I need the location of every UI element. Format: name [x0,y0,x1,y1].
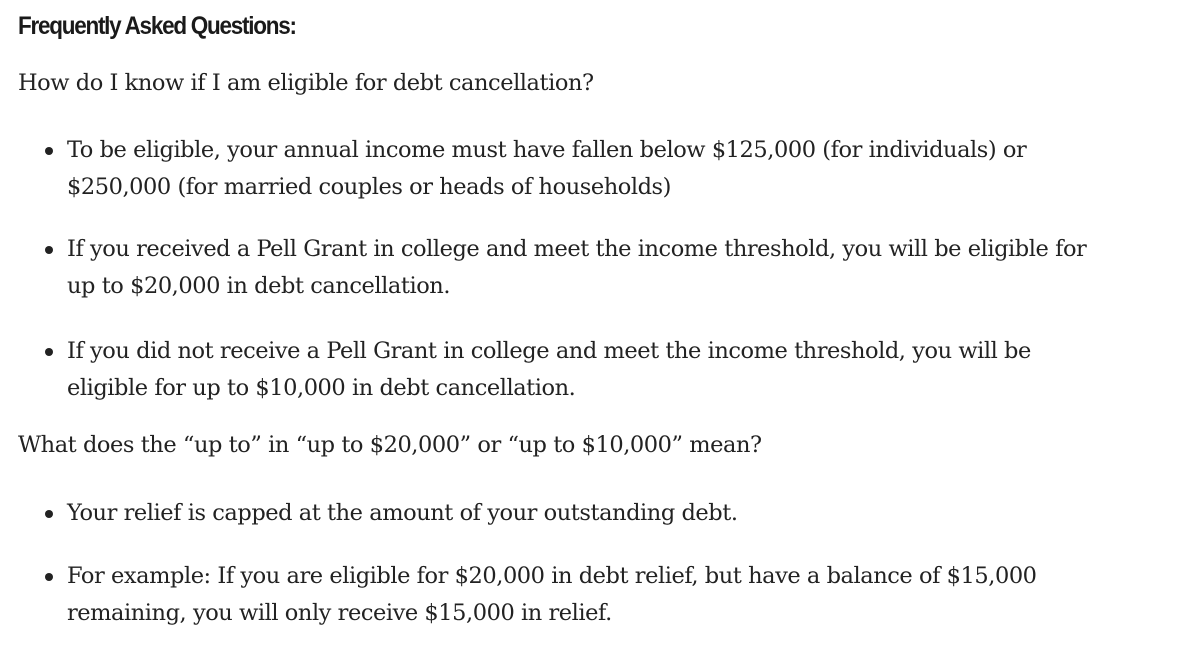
list-item [67,558,1192,632]
bullet-dot-icon [45,348,53,356]
faq-question-eligibility: How do I know if I am eligible for debt cancellation? [18,70,594,96]
faq-question-up-to-meaning: What does the “up to” in “up to $20,000” or “up to $10,000” mean? [18,432,762,458]
list-item-text: If you received a Pell Grant in college and meet the income threshold, you will be eligible for [67,236,1087,262]
bullet-dot-icon [45,147,53,155]
list-item-text: up to $20,000 in debt cancellation. [67,273,451,299]
faq-heading: Frequently Asked Questions: [18,12,296,40]
list-item [67,495,1192,532]
bullet-dot-icon [45,573,53,581]
list-item-text: eligible for up to $10,000 in debt cancellation. [67,375,576,401]
list-item-text: Your relief is capped at the amount of your outstanding debt. [67,500,738,526]
list-item-text: $250,000 (for married couples or heads of households) [67,174,671,200]
list-item-text: To be eligible, your annual income must have fallen below $125,000 (for individuals) or [67,137,1027,163]
list-item [67,231,1192,305]
list-item-text: remaining, you will only receive $15,000 in relief. [67,600,612,626]
bullet-dot-icon [45,510,53,518]
bullet-dot-icon [45,246,53,254]
list-item [67,132,1192,206]
list-item-text: For example: If you are eligible for $20,000 in debt relief, but have a balance of $15,000 [67,563,1037,589]
list-item-text: If you did not receive a Pell Grant in college and meet the income threshold, you will be [67,338,1031,364]
list-item [67,333,1192,407]
